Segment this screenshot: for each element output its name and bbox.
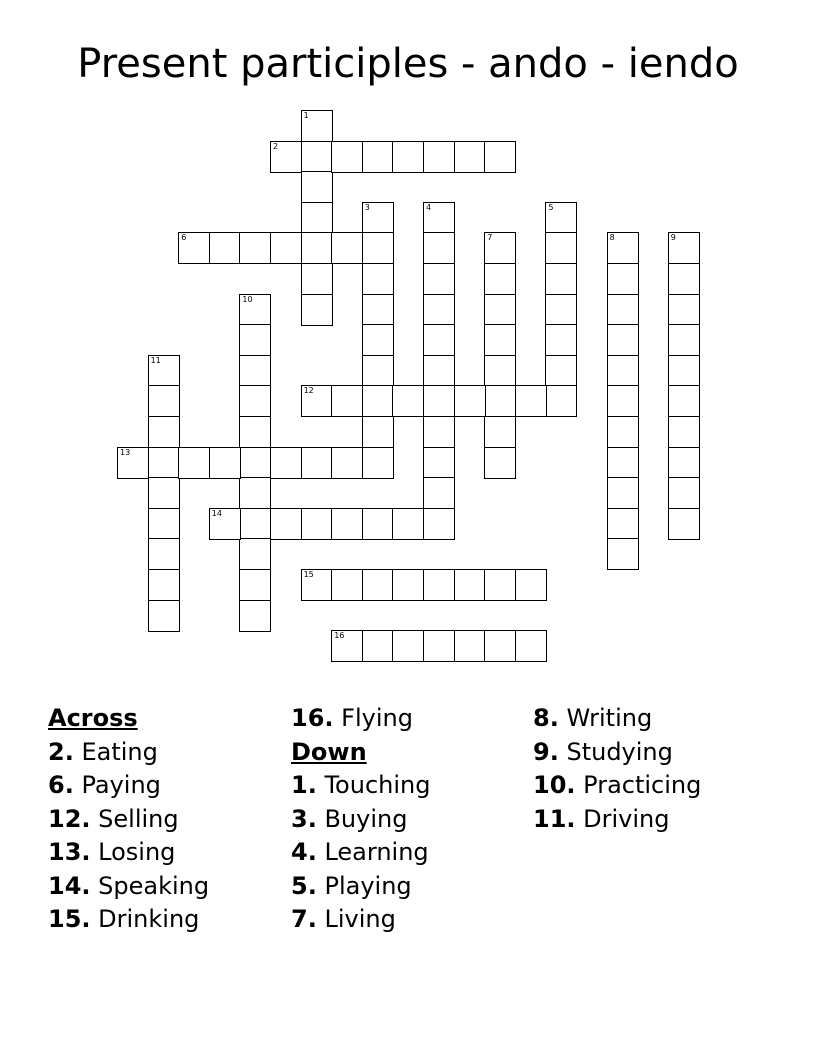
grid-cell[interactable] [301, 232, 333, 264]
clue-number: 3. [291, 804, 317, 833]
clue-number-label: 16 [334, 631, 345, 641]
grid-cell[interactable] [423, 141, 455, 173]
clue-item [291, 903, 531, 937]
grid-cell[interactable] [301, 110, 333, 142]
grid-cell[interactable] [607, 385, 639, 417]
grid-cell[interactable] [178, 232, 210, 264]
grid-cell[interactable] [331, 569, 363, 601]
grid-cell[interactable] [362, 569, 394, 601]
grid-cell[interactable] [545, 294, 577, 326]
grid-cell[interactable] [484, 141, 516, 173]
grid-cell[interactable] [484, 447, 516, 479]
grid-cell[interactable] [239, 232, 271, 264]
clue-text: Selling [98, 804, 179, 833]
grid-cell[interactable] [484, 630, 516, 662]
grid-cell[interactable] [148, 447, 180, 479]
grid-cell[interactable] [148, 477, 180, 509]
clue-column-1 [48, 702, 288, 937]
clue-number: 7. [291, 905, 317, 933]
grid-cell[interactable] [423, 355, 455, 387]
grid-cell[interactable] [423, 202, 455, 234]
grid-cell[interactable] [178, 447, 210, 479]
grid-cell[interactable] [239, 447, 271, 479]
grid-cell[interactable] [331, 385, 363, 417]
grid-cell[interactable] [423, 508, 455, 540]
grid-cell[interactable] [331, 508, 363, 540]
grid-cell[interactable] [148, 600, 180, 632]
clue-text: Driving [583, 804, 670, 833]
clue-text: Writing [566, 704, 653, 732]
clue-text: Losing [98, 838, 176, 866]
clue-number: 11. [533, 804, 576, 833]
grid-cell[interactable] [148, 385, 180, 417]
grid-cell[interactable] [454, 569, 486, 601]
grid-cell[interactable] [331, 232, 363, 264]
grid-cell[interactable] [239, 569, 271, 601]
clue-item [48, 836, 288, 870]
grid-cell[interactable] [331, 630, 363, 662]
grid-cell[interactable] [668, 232, 700, 264]
grid-cell[interactable] [668, 324, 700, 356]
grid-cell[interactable] [484, 416, 516, 448]
grid-cell[interactable] [270, 508, 302, 540]
grid-cell[interactable] [331, 141, 363, 173]
grid-cell[interactable] [668, 294, 700, 326]
clue-text: Practicing [583, 771, 702, 799]
grid-cell[interactable] [362, 508, 394, 540]
clue-text: Drinking [98, 905, 200, 933]
grid-cell[interactable] [545, 202, 577, 234]
clue-number-label: 1 [303, 111, 309, 120]
grid-cell[interactable] [423, 324, 455, 356]
clue-item [48, 803, 288, 837]
grid-cell[interactable] [239, 477, 271, 509]
grid-cell[interactable] [301, 385, 333, 417]
grid-cell[interactable] [362, 324, 394, 356]
clue-text: Touching [324, 771, 431, 799]
grid-cell[interactable] [301, 569, 333, 601]
grid-cell[interactable] [239, 508, 271, 540]
grid-cell[interactable] [209, 447, 241, 479]
grid-cell[interactable] [545, 385, 577, 417]
clue-number-label: 14 [211, 508, 222, 518]
grid-cell[interactable] [484, 385, 516, 417]
grid-cell[interactable] [545, 355, 577, 387]
grid-cell[interactable] [392, 630, 424, 662]
clue-number: 4. [291, 838, 317, 866]
grid-cell[interactable] [607, 447, 639, 479]
clue-number-label: 13 [120, 447, 131, 457]
clue-number: 9. [533, 737, 559, 766]
grid-cell[interactable] [423, 294, 455, 326]
grid-cell[interactable] [362, 630, 394, 662]
grid-cell[interactable] [668, 416, 700, 448]
grid-cell[interactable] [301, 171, 333, 203]
grid-cell[interactable] [392, 569, 424, 601]
clue-item [48, 769, 288, 803]
grid-cell[interactable] [301, 508, 333, 540]
grid-cell[interactable] [515, 385, 547, 417]
clue-number-label: 11 [150, 355, 161, 365]
grid-cell[interactable] [239, 416, 271, 448]
grid-cell[interactable] [362, 141, 394, 173]
clue-text: Living [324, 905, 396, 933]
clue-item [48, 903, 288, 937]
clue-item [533, 702, 773, 736]
clue-number-label: 9 [670, 233, 676, 243]
grid-cell[interactable] [362, 447, 394, 479]
clue-number-label: 2 [273, 141, 279, 151]
grid-cell[interactable] [607, 355, 639, 387]
grid-cell[interactable] [209, 232, 241, 264]
grid-cell[interactable] [607, 294, 639, 326]
grid-cell[interactable] [423, 477, 455, 509]
grid-cell[interactable] [423, 630, 455, 662]
grid-cell[interactable] [454, 141, 486, 173]
grid-cell[interactable] [301, 263, 333, 295]
grid-cell[interactable] [423, 416, 455, 448]
clue-number: 6. [48, 771, 74, 799]
grid-cell[interactable] [484, 294, 516, 326]
clue-number-label: 7 [487, 233, 493, 243]
grid-cell[interactable] [454, 630, 486, 662]
grid-cell[interactable] [392, 385, 424, 417]
clue-column-3 [533, 702, 773, 836]
grid-cell[interactable] [331, 447, 363, 479]
grid-cell[interactable] [668, 355, 700, 387]
grid-cell[interactable] [362, 385, 394, 417]
grid-cell[interactable] [270, 141, 302, 173]
clue-item [533, 769, 773, 803]
grid-cell[interactable] [239, 538, 271, 570]
grid-cell[interactable] [607, 232, 639, 264]
grid-cell[interactable] [239, 324, 271, 356]
clue-item [291, 870, 531, 904]
grid-cell[interactable] [545, 232, 577, 264]
grid-cell[interactable] [270, 447, 302, 479]
grid-cell[interactable] [515, 630, 547, 662]
clue-text: Learning [324, 838, 429, 866]
clue-number-label: 8 [609, 233, 615, 243]
grid-cell[interactable] [362, 202, 394, 234]
clue-item [291, 702, 531, 736]
clue-number: 2. [48, 737, 74, 766]
grid-cell[interactable] [484, 263, 516, 295]
clue-text: Speaking [98, 871, 210, 900]
clue-section-heading [291, 736, 531, 770]
grid-cell[interactable] [668, 508, 700, 540]
clue-number-label: 6 [181, 233, 187, 243]
grid-cell[interactable] [545, 324, 577, 356]
clue-item [291, 769, 531, 803]
grid-cell[interactable] [301, 294, 333, 326]
grid-cell[interactable] [148, 355, 180, 387]
grid-cell[interactable] [607, 538, 639, 570]
clue-column-2 [291, 702, 531, 937]
clue-number-label: 10 [242, 294, 253, 304]
grid-cell[interactable] [668, 385, 700, 417]
grid-cell[interactable] [423, 385, 455, 417]
grid-cell[interactable] [392, 141, 424, 173]
clue-number: 14. [48, 871, 91, 900]
clue-item [291, 803, 531, 837]
grid-cell[interactable] [362, 232, 394, 264]
grid-cell[interactable] [423, 232, 455, 264]
clue-item [48, 736, 288, 770]
grid-cell[interactable] [117, 447, 149, 479]
page-title: Present participles - ando - iendo [77, 41, 739, 87]
section-heading-text: Across [48, 704, 138, 732]
grid-cell[interactable] [668, 477, 700, 509]
clue-text: Studying [566, 737, 673, 766]
clue-text: Playing [324, 871, 412, 900]
clue-section-heading [48, 702, 288, 736]
grid-cell[interactable] [148, 569, 180, 601]
grid-cell[interactable] [668, 263, 700, 295]
clue-number: 13. [48, 838, 91, 866]
grid-cell[interactable] [607, 416, 639, 448]
grid-cell[interactable] [362, 355, 394, 387]
clue-number: 16. [291, 704, 334, 732]
clue-text: Flying [341, 704, 413, 732]
grid-cell[interactable] [607, 263, 639, 295]
grid-cell[interactable] [362, 263, 394, 295]
clue-number-label: 12 [303, 386, 314, 396]
grid-cell[interactable] [270, 232, 302, 264]
clue-text: Eating [81, 737, 158, 766]
grid-cell[interactable] [607, 508, 639, 540]
clue-number-label: 3 [364, 202, 370, 212]
grid-cell[interactable] [454, 385, 486, 417]
grid-cell[interactable] [484, 232, 516, 264]
grid-cell[interactable] [148, 416, 180, 448]
clue-item [533, 803, 773, 837]
grid-cell[interactable] [239, 355, 271, 387]
grid-cell[interactable] [209, 508, 241, 540]
grid-cell[interactable] [668, 447, 700, 479]
section-heading-text: Down [291, 737, 367, 766]
clue-number: 15. [48, 905, 91, 933]
clue-number: 5. [291, 871, 317, 900]
clue-text: Buying [324, 804, 408, 833]
grid-cell[interactable] [423, 263, 455, 295]
grid-cell[interactable] [362, 294, 394, 326]
clue-number-label: 4 [426, 202, 432, 212]
clue-number-label: 5 [548, 202, 554, 212]
clue-item [48, 870, 288, 904]
grid-cell[interactable] [607, 324, 639, 356]
grid-cell[interactable] [484, 569, 516, 601]
clue-number: 8. [533, 704, 559, 732]
clue-number: 12. [48, 804, 91, 833]
grid-cell[interactable] [239, 294, 271, 326]
clue-number: 10. [533, 771, 576, 799]
grid-cell[interactable] [423, 569, 455, 601]
grid-cell[interactable] [484, 324, 516, 356]
clue-item [533, 736, 773, 770]
grid-cell[interactable] [607, 477, 639, 509]
grid-cell[interactable] [362, 416, 394, 448]
grid-cell[interactable] [301, 202, 333, 234]
grid-cell[interactable] [392, 508, 424, 540]
grid-cell[interactable] [148, 508, 180, 540]
grid-cell[interactable] [239, 385, 271, 417]
grid-cell[interactable] [148, 538, 180, 570]
clue-item [291, 836, 531, 870]
grid-cell[interactable] [301, 141, 333, 173]
grid-cell[interactable] [239, 600, 271, 632]
clue-text: Paying [81, 771, 161, 799]
grid-cell[interactable] [515, 569, 547, 601]
grid-cell[interactable] [484, 355, 516, 387]
grid-cell[interactable] [545, 263, 577, 295]
clue-number: 1. [291, 771, 317, 799]
clue-number-label: 15 [303, 570, 314, 579]
grid-cell[interactable] [423, 447, 455, 479]
grid-cell[interactable] [301, 447, 333, 479]
